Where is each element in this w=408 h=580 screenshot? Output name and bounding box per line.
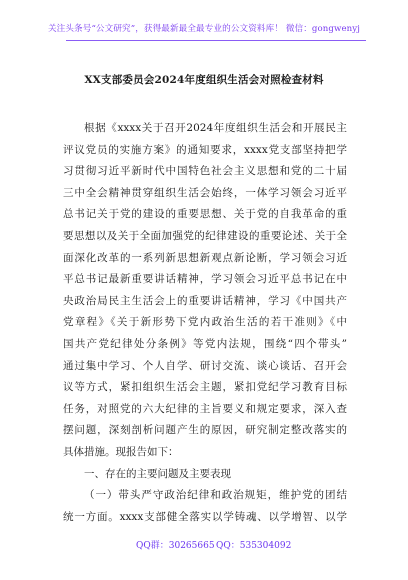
- paragraph-line: 统一方面。xxxx支部健全落实以学铸魂、以学增智、以学: [63, 510, 347, 523]
- paragraph-line: 央政治局民主生活会上的重要讲话精神，学习《中国共产: [63, 294, 347, 307]
- paragraph-line: 摆问题，深刻剖析问题产生的原因，研究制定整改落实的: [63, 424, 347, 437]
- paragraph-line: 平总书记最新重要讲话精神，学习领会习近平总书记在中: [63, 273, 347, 286]
- paragraph-line: 根据《xxxx关于召开2024年度组织生活会和开展民主: [84, 122, 347, 134]
- paragraph-line: 总书记关于党的建设的重要思想、关于党的自我革命的重: [63, 208, 347, 221]
- paragraph-line: 具体措施。现报告如下：: [63, 445, 179, 458]
- paragraph-line: 国共产党纪律处分条例》等党内法规，围绕“四个带头”: [63, 337, 347, 350]
- paragraph-line: 议等方式，紧扣组织生活会主题，紧扣党纪学习教育目标: [63, 381, 347, 394]
- document-title: XX支部委员会2024年度组织生活会对照检查材料: [84, 74, 324, 86]
- footer-qq: QQ：535304092: [216, 541, 292, 551]
- paragraph-line: 评议党员的实施方案》的通知要求，xxxx党支部坚持把学: [63, 143, 347, 156]
- subsection-heading: （一）带头严守政治纪律和政治规矩，维护党的团结: [84, 489, 347, 502]
- header-divider: [66, 40, 366, 41]
- footer-qq-group: QQ群：30265665: [136, 541, 215, 551]
- paragraph-line: 通过集中学习、个人自学、研讨交流、谈心谈话、召开会: [63, 359, 347, 372]
- header-promo-text: 关注头条号“公文研究”，获得最新最全最专业的公文资料库！ 微信：gongwenyj: [47, 24, 361, 34]
- paragraph-line: 三中全会精神贯穿组织生活会始终，一体学习领会习近平: [63, 186, 347, 199]
- paragraph-line: 面深化改革的一系列新思想新观点新论断，学习领会习近: [63, 251, 347, 264]
- section-heading: 一、存在的主要问题及主要表现: [84, 467, 231, 480]
- document-body: [63, 118, 347, 528]
- paragraph-line: 党章程》《关于新形势下党内政治生活的若干准则》《中: [63, 316, 347, 329]
- paragraph-line: 习贯彻习近平新时代中国特色社会主义思想和党的二十届: [63, 165, 347, 178]
- paragraph-line: 要思想以及关于全面加强党的纪律建设的重要论述、关于全: [63, 229, 347, 242]
- paragraph-line: 任务，对照党的六大纪律的主旨要义和规定要求，深入查: [63, 402, 347, 415]
